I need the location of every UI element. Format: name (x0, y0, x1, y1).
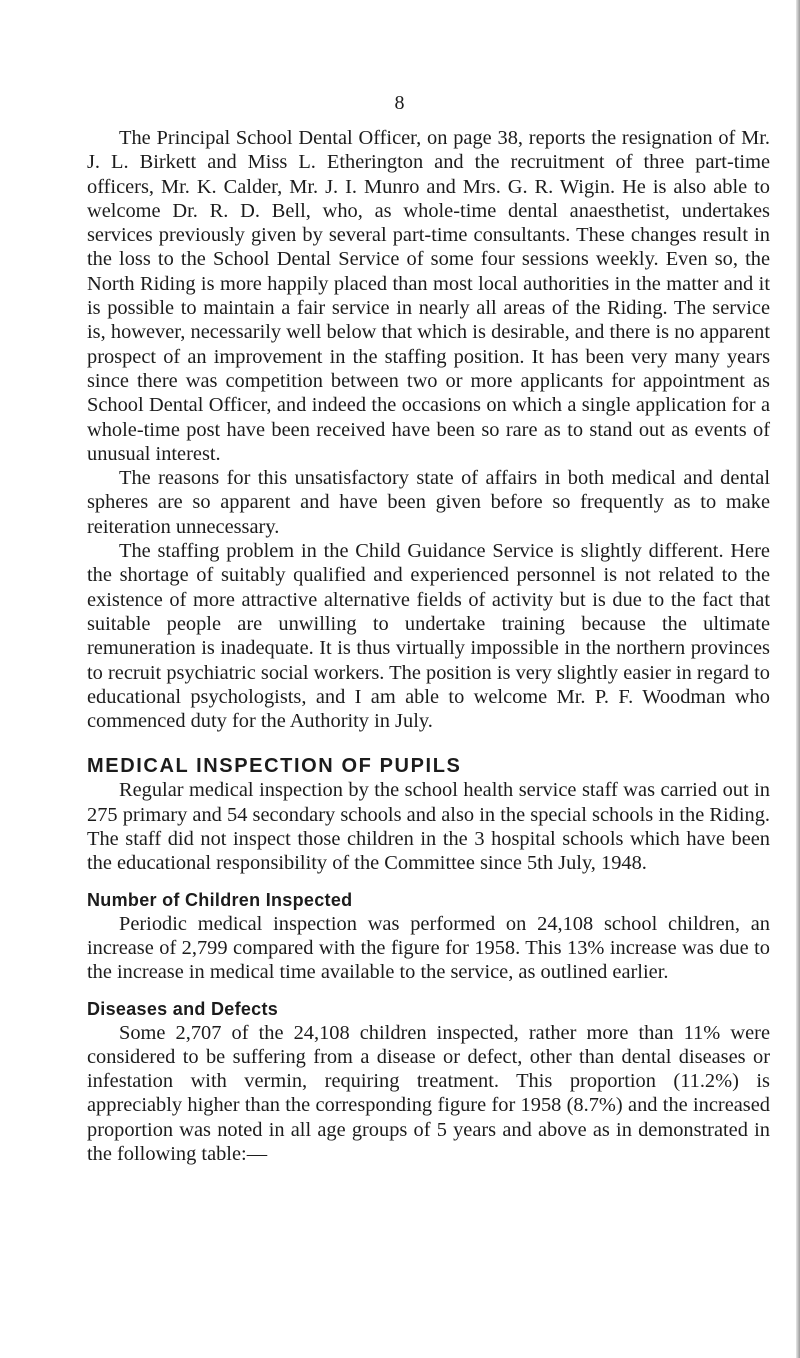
paragraph-number-inspected: Periodic medical inspection was performed on 24,108 school children, an increase of 2,799 compared with the figure for 1958. This 13% increase was due to the increase in medical time available to the service, as outlined earlier. (87, 912, 770, 984)
page-number: 8 (394, 92, 406, 114)
paragraph-child-guidance: The staffing problem in the Child Guidance Service is slightly different. Here the shortage of suitably qualified and experienced personnel is not related to the existence of more attractive alternative fields of activity but is due to the fact that suitable people are unwilling to undertake training because the ultimate remuneration is inadequate. It is thus virtually impossible in the northern provinces to recruit psychiatric social workers. The position is very slightly easier in regard to educational psychologists, and I am able to welcome Mr. P. F. Woodman who commenced duty for the Authority in July. (87, 540, 770, 733)
subheading-diseases-defects: Diseases and Defects (87, 998, 279, 1019)
paragraph-medical-inspection: Regular medical inspection by the school health service staff was carried out in 275 primary and 54 secondary schools and also in the special schools in the Riding. The staff did not inspect those children in the 3 hospital schools which have been the educational responsibility of the Committee since 5th July, 1948. (87, 779, 770, 875)
section-heading-medical-inspection: MEDICAL INSPECTION OF PUPILS (87, 755, 462, 778)
paragraph-reasons: The reasons for this unsatisfactory state of affairs in both medical and dental spheres are so apparent and have been given before so frequently as to make reiteration unnecessary. (87, 467, 770, 538)
page-edge-shadow (796, 0, 800, 1358)
subheading-number-inspected: Number of Children Inspected (87, 889, 353, 910)
document-body (87, 126, 770, 1166)
paragraph-diseases-defects: Some 2,707 of the 24,108 children inspected, rather more than 11% were considered to be suffering from a disease or defect, other than dental diseases or infestation with vermin, requiring treatment. This proportion (11.2%) is appreciably higher than the corresponding figure for 1958 (8.7%) and the increased proportion was noted in all age groups of 5 years and above as in demonstrated in the following table:— (87, 1021, 770, 1165)
paragraph-dental-staffing: The Principal School Dental Officer, on page 38, reports the resignation of Mr. J. L. Birkett and Miss L. Etherington and the recruitment of three part-time officers, Mr. K. Calder, Mr. J. I. Munro and Mrs. G. R. Wigin. He is also able to welcome Dr. R. D. Bell, who, as whole-time dental anaesthetist, undertakes services previously given by several part-time consultants. These changes result in the loss to the School Dental Service of some four sessions weekly. Even so, the North Riding is more happily placed than most local authorities in the matter and it is possible to maintain a fair service in nearly all areas of the Riding. The service is, however, necessarily well below that which is desirable, and there is no apparent prospect of an improvement in the staffing position. It has been very many years since there was competition between two or more applicants for appointment as School Dental Officer, and indeed the occasions on which a single application for a whole-time post have been received have been so rare as to stand out as events of unusual interest. (87, 127, 770, 465)
